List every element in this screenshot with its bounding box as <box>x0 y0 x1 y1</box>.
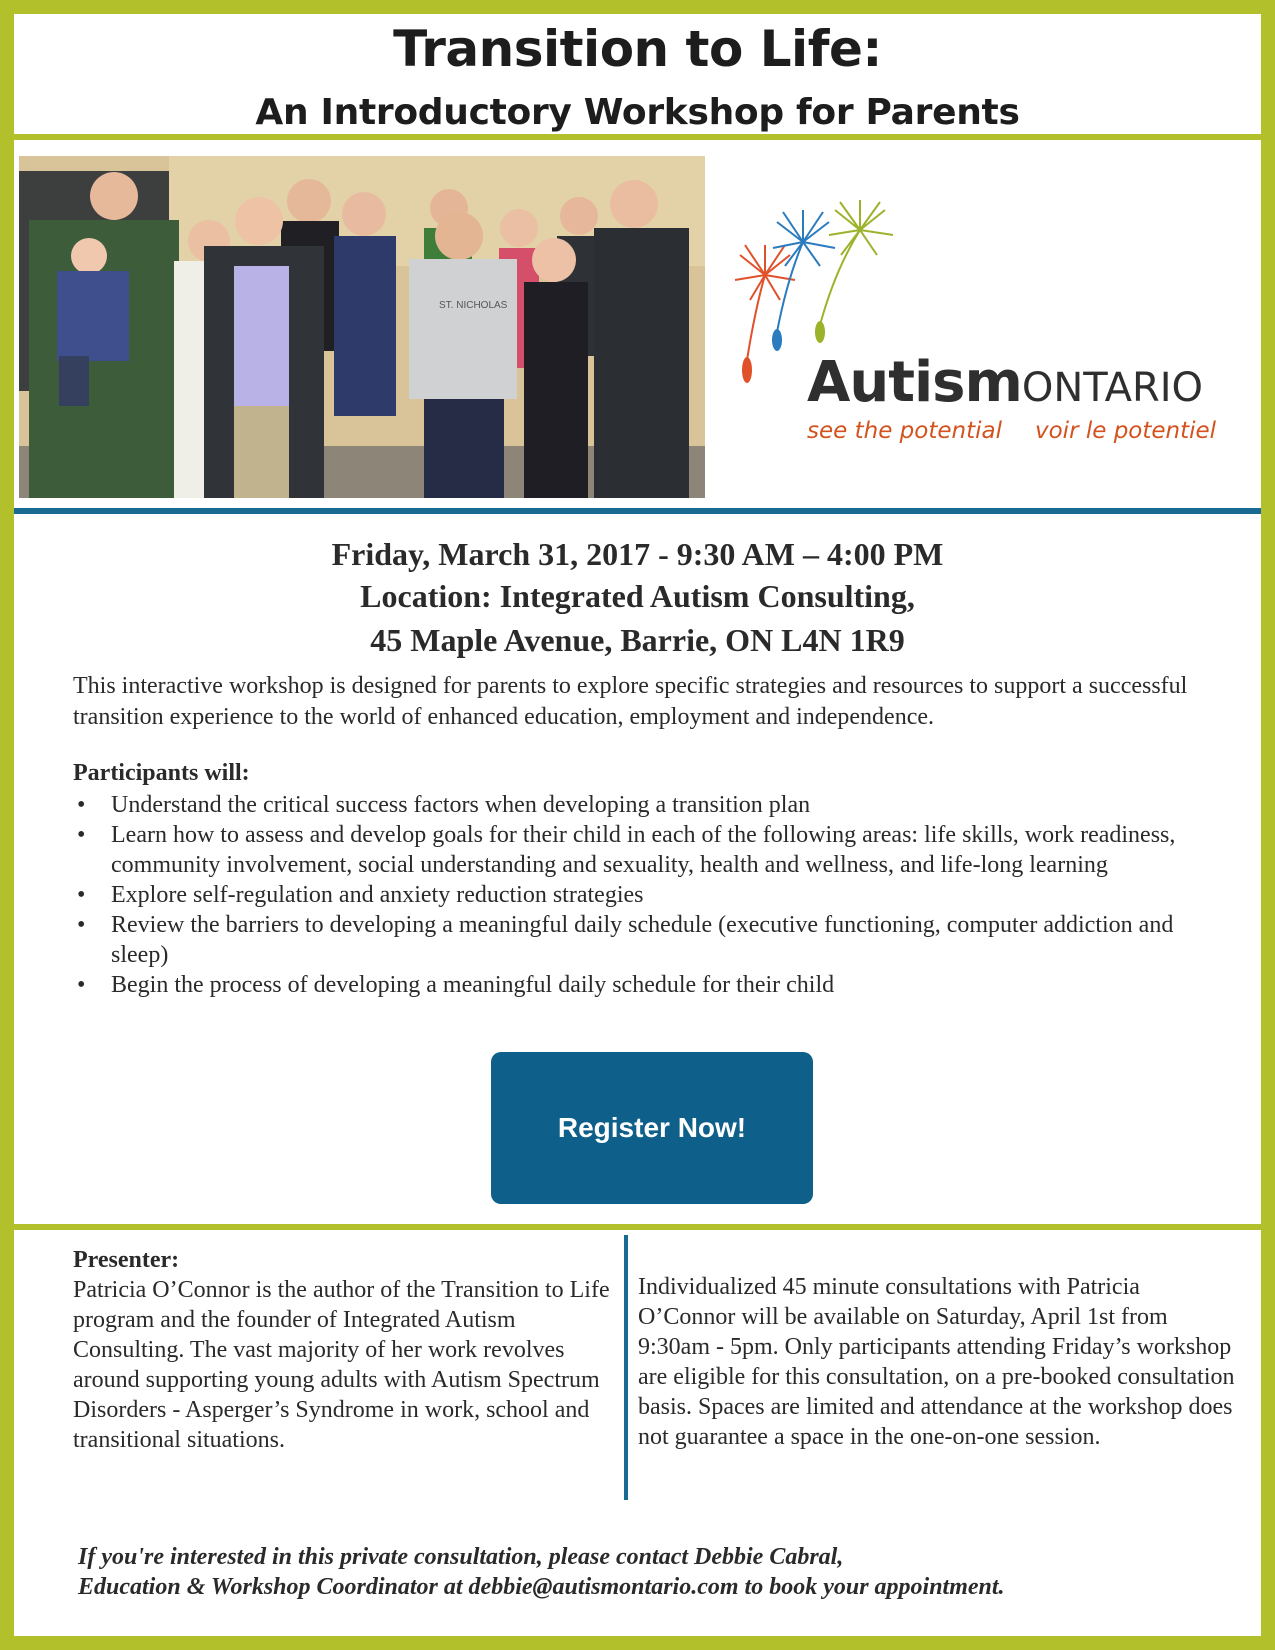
workshop-description: This interactive workshop is designed for parents to explore specific strategies and resources to support a successful transition experience to the world of enhanced education, employment and independence. <box>73 673 1188 730</box>
section-divider <box>14 1224 1261 1230</box>
column-divider <box>624 1235 628 1500</box>
list-item-text: Learn how to assess and develop goals for their child in each of the following areas: life skills, work readiness, community involvement, social understanding and sexuality, health and wellness, and life-long learning <box>111 822 1176 878</box>
autism-ontario-logo <box>725 200 1225 460</box>
list-item-text: Understand the critical success factors when developing a transition plan <box>111 792 811 818</box>
list-item-text: Review the barriers to developing a meaningful daily schedule (executive functioning, computer addiction and sleep) <box>111 912 1174 968</box>
event-location-line2: 45 Maple Avenue, Barrie, ON L4N 1R9 <box>370 622 905 658</box>
presenter-heading: Presenter: <box>73 1247 180 1273</box>
logo-wordmark <box>807 350 1203 415</box>
contact-line1: If you're interested in this private consultation, please contact Debbie Cabral, <box>78 1544 844 1570</box>
list-item <box>73 970 1223 1000</box>
list-item <box>73 910 1223 970</box>
group-photo-image <box>19 156 705 498</box>
bullet-icon: • <box>77 882 86 908</box>
logo-word-autism: Autism <box>807 350 1022 415</box>
list-item <box>73 880 1223 910</box>
sweatshirt-text: ST. NICHOLAS <box>439 300 508 311</box>
presenter-section <box>73 1245 618 1455</box>
page-subtitle: An Introductory Workshop for Parents <box>255 92 1020 133</box>
list-item <box>73 820 1223 880</box>
register-now-button[interactable]: Register Now! <box>491 1052 813 1204</box>
list-item-text: Begin the process of developing a meaningful daily schedule for their child <box>111 972 835 998</box>
page-title: Transition to Life: <box>393 20 882 78</box>
bullet-icon: • <box>77 912 86 938</box>
presenter-bio: Patricia O’Connor is the author of the Transition to Life program and the founder of Integrated Autism Consulting. The vast majority of her work revolves around supporting young adults with Autism Spectrum Disorders - Asperger’s Syndrome in work, school and transitional situations. <box>73 1277 610 1453</box>
contact-line2: Education & Workshop Coordinator at debbie@autismontario.com to book your appointment. <box>78 1574 1005 1600</box>
contact-note <box>78 1542 1248 1602</box>
group-photo <box>19 156 705 498</box>
participants-heading: Participants will: <box>73 760 250 786</box>
logo-word-ontario: ONTARIO <box>1021 365 1204 411</box>
participants-list <box>73 790 1223 1000</box>
bullet-icon: • <box>77 792 86 818</box>
photo-divider <box>14 508 1261 514</box>
consultation-info: Individualized 45 minute consultations with Patricia O’Connor will be available on Saturday, April 1st from 9:30am - 5pm. Only participants attending Friday’s workshop are eligible for this consultation, on a pre-booked consultation basis. Spaces are limited and attendance at the workshop does not guarantee a space in the one-on-one session. <box>638 1274 1235 1450</box>
list-item <box>73 790 1223 820</box>
list-item-text: Explore self-regulation and anxiety reduction strategies <box>111 882 644 908</box>
bullet-icon: • <box>77 972 86 998</box>
tagline-french: voir le potentiel <box>1035 418 1217 444</box>
event-location-line1: Location: Integrated Autism Consulting, <box>360 578 915 614</box>
title-block <box>14 14 1261 134</box>
title-divider <box>14 134 1261 140</box>
event-date-time: Friday, March 31, 2017 - 9:30 AM – 4:00 PM <box>331 536 944 572</box>
tagline-english: see the potential <box>807 418 1002 444</box>
bullet-icon: • <box>77 822 86 848</box>
